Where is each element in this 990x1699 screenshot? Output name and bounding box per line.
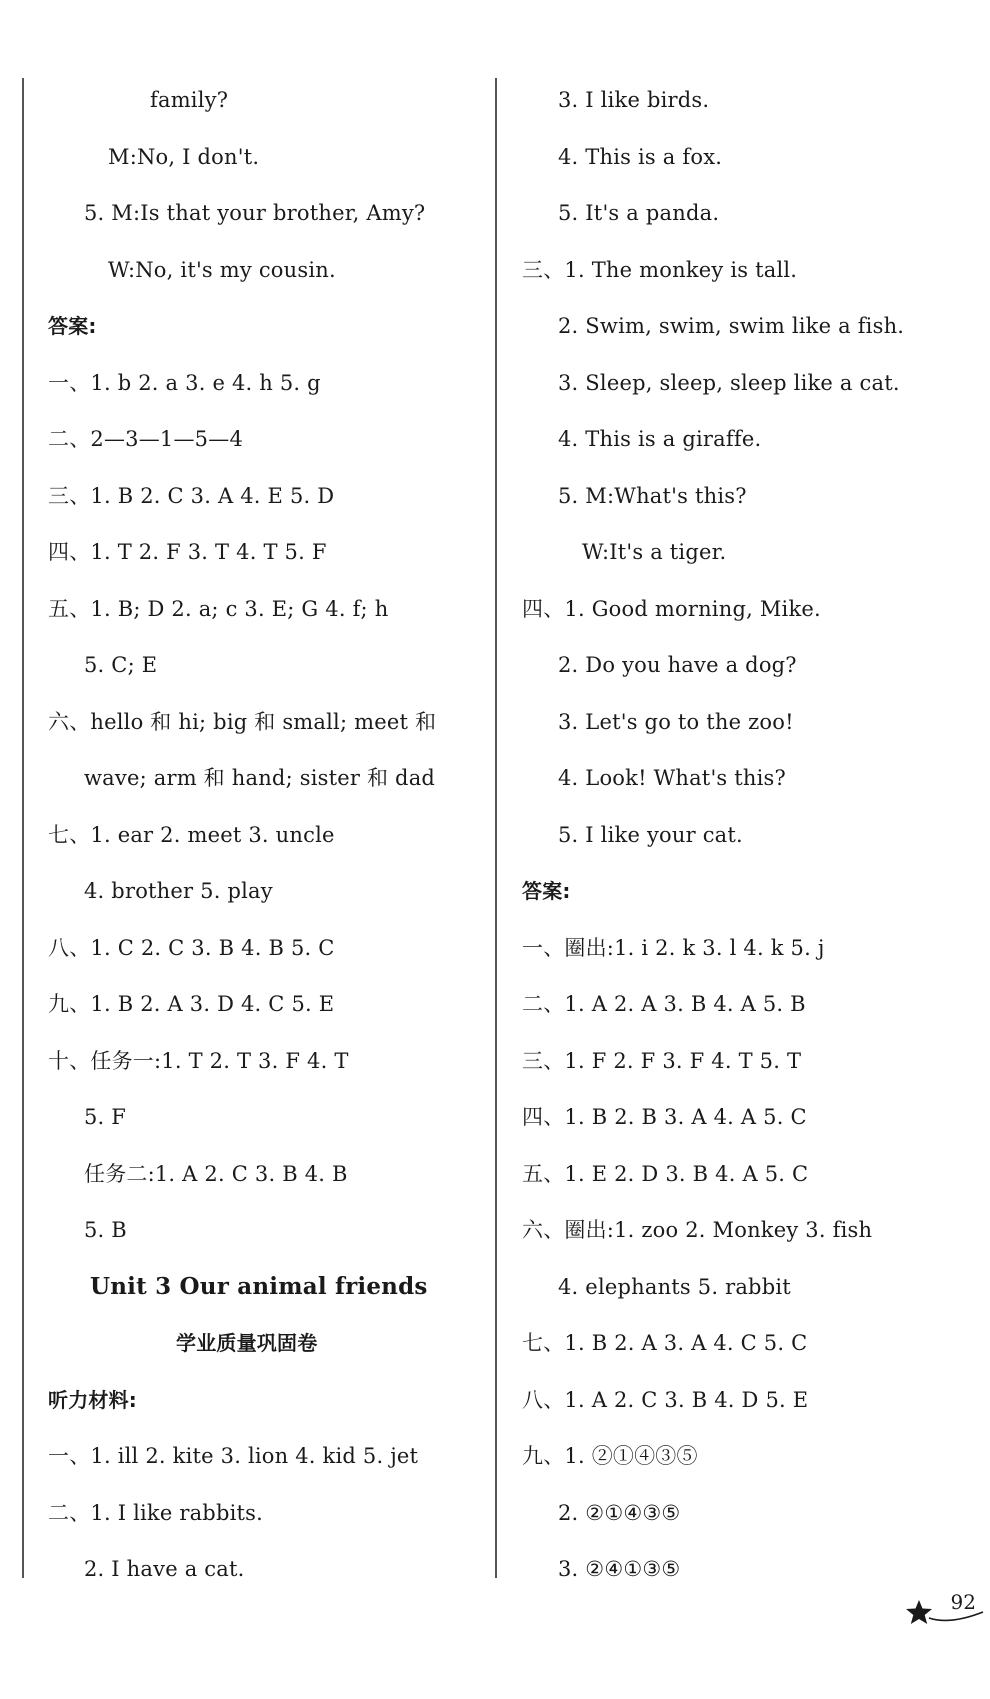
text-line: 十、任务一:1. T 2. T 3. F 4. T <box>48 1048 349 1073</box>
text-line: Unit 3 Our animal friends <box>90 1272 428 1300</box>
text-line: 3. Let's go to the zoo! <box>558 709 794 734</box>
text-line: 八、1. C 2. C 3. B 4. B 5. C <box>48 935 335 960</box>
text-line: 二、1. A 2. A 3. B 4. A 5. B <box>522 992 806 1016</box>
text-line: 三、1. The monkey is tall. <box>522 257 798 282</box>
text-line: 2. Do you have a dog? <box>558 653 797 677</box>
text-line: W:It's a tiger. <box>582 540 727 564</box>
text-line: 5. It's a panda. <box>558 201 720 225</box>
text-line: 二、2—3—1—5—4 <box>48 427 244 451</box>
text-line: 5. F <box>84 1105 127 1129</box>
text-line: M:No, I don't. <box>108 144 260 169</box>
text-line: 5. M:What's this? <box>558 483 747 508</box>
text-line: 六、圈出:1. zoo 2. Monkey 3. fish <box>522 1218 873 1242</box>
text-line: 5. I like your cat. <box>558 822 743 847</box>
column-divider <box>495 78 497 1578</box>
text-line: 5. C; E <box>84 653 158 677</box>
text-line: 4. Look! What's this? <box>558 766 786 790</box>
text-line: 2. Swim, swim, swim like a fish. <box>558 314 905 338</box>
text-line: 3. ②④①③⑤ <box>558 1557 681 1581</box>
text-line: 七、1. ear 2. meet 3. uncle <box>48 822 335 847</box>
text-line: 五、1. B; D 2. a; c 3. E; G 4. f; h <box>48 596 389 621</box>
text-line: 一、1. ill 2. kite 3. lion 4. kid 5. jet <box>48 1444 419 1468</box>
text-line: wave; arm 和 hand; sister 和 dad <box>84 766 436 790</box>
text-line: 任务二:1. A 2. C 3. B 4. B <box>84 1161 348 1186</box>
text-line: 五、1. E 2. D 3. B 4. A 5. C <box>522 1161 809 1186</box>
text-line: 四、1. B 2. B 3. A 4. A 5. C <box>522 1105 807 1129</box>
text-line: 四、1. Good morning, Mike. <box>522 596 821 621</box>
page-number: 92 <box>950 1590 976 1614</box>
text-line: 5. M:Is that your brother, Amy? <box>84 201 426 225</box>
left-margin-rule <box>22 78 24 1578</box>
text-line: 七、1. B 2. A 3. A 4. C 5. C <box>522 1331 808 1355</box>
text-line: 3. Sleep, sleep, sleep like a cat. <box>558 370 900 395</box>
text-line: 三、1. F 2. F 3. F 4. T 5. T <box>522 1048 802 1073</box>
text-line: 4. elephants 5. rabbit <box>558 1274 791 1299</box>
text-line: 三、1. B 2. C 3. A 4. E 5. D <box>48 483 335 508</box>
left-column <box>48 72 478 1598</box>
text-line: 2. I have a cat. <box>84 1557 245 1581</box>
text-line: 一、1. b 2. a 3. e 4. h 5. g <box>48 370 321 395</box>
right-column <box>522 72 972 1598</box>
text-line: 九、1. B 2. A 3. D 4. C 5. E <box>48 992 335 1016</box>
text-line: 一、圈出:1. i 2. k 3. l 4. k 5. j <box>522 935 825 960</box>
text-line: 二、1. I like rabbits. <box>48 1500 263 1525</box>
star-icon <box>905 1598 985 1632</box>
text-line: 3. I like birds. <box>558 88 710 112</box>
text-line: 答案: <box>522 879 571 903</box>
text-line: 5. B <box>84 1218 127 1242</box>
text-line: family? <box>150 88 229 112</box>
text-line: 听力材料: <box>48 1387 137 1412</box>
text-line: 学业质量巩固卷 <box>176 1331 318 1355</box>
text-line: 4. This is a fox. <box>558 144 723 169</box>
text-line: 九、1. ②①④③⑤ <box>522 1444 698 1468</box>
star-decoration-svg <box>905 1598 985 1628</box>
text-line: 4. brother 5. play <box>84 879 273 903</box>
text-line: 八、1. A 2. C 3. B 4. D 5. E <box>522 1387 809 1412</box>
text-line: 答案: <box>48 314 97 338</box>
text-line: 四、1. T 2. F 3. T 4. T 5. F <box>48 540 327 564</box>
text-line: 4. This is a giraffe. <box>558 427 762 451</box>
text-line: 2. ②①④③⑤ <box>558 1500 681 1525</box>
text-line: W:No, it's my cousin. <box>108 257 336 282</box>
text-line: 六、hello 和 hi; big 和 small; meet 和 <box>48 709 437 734</box>
